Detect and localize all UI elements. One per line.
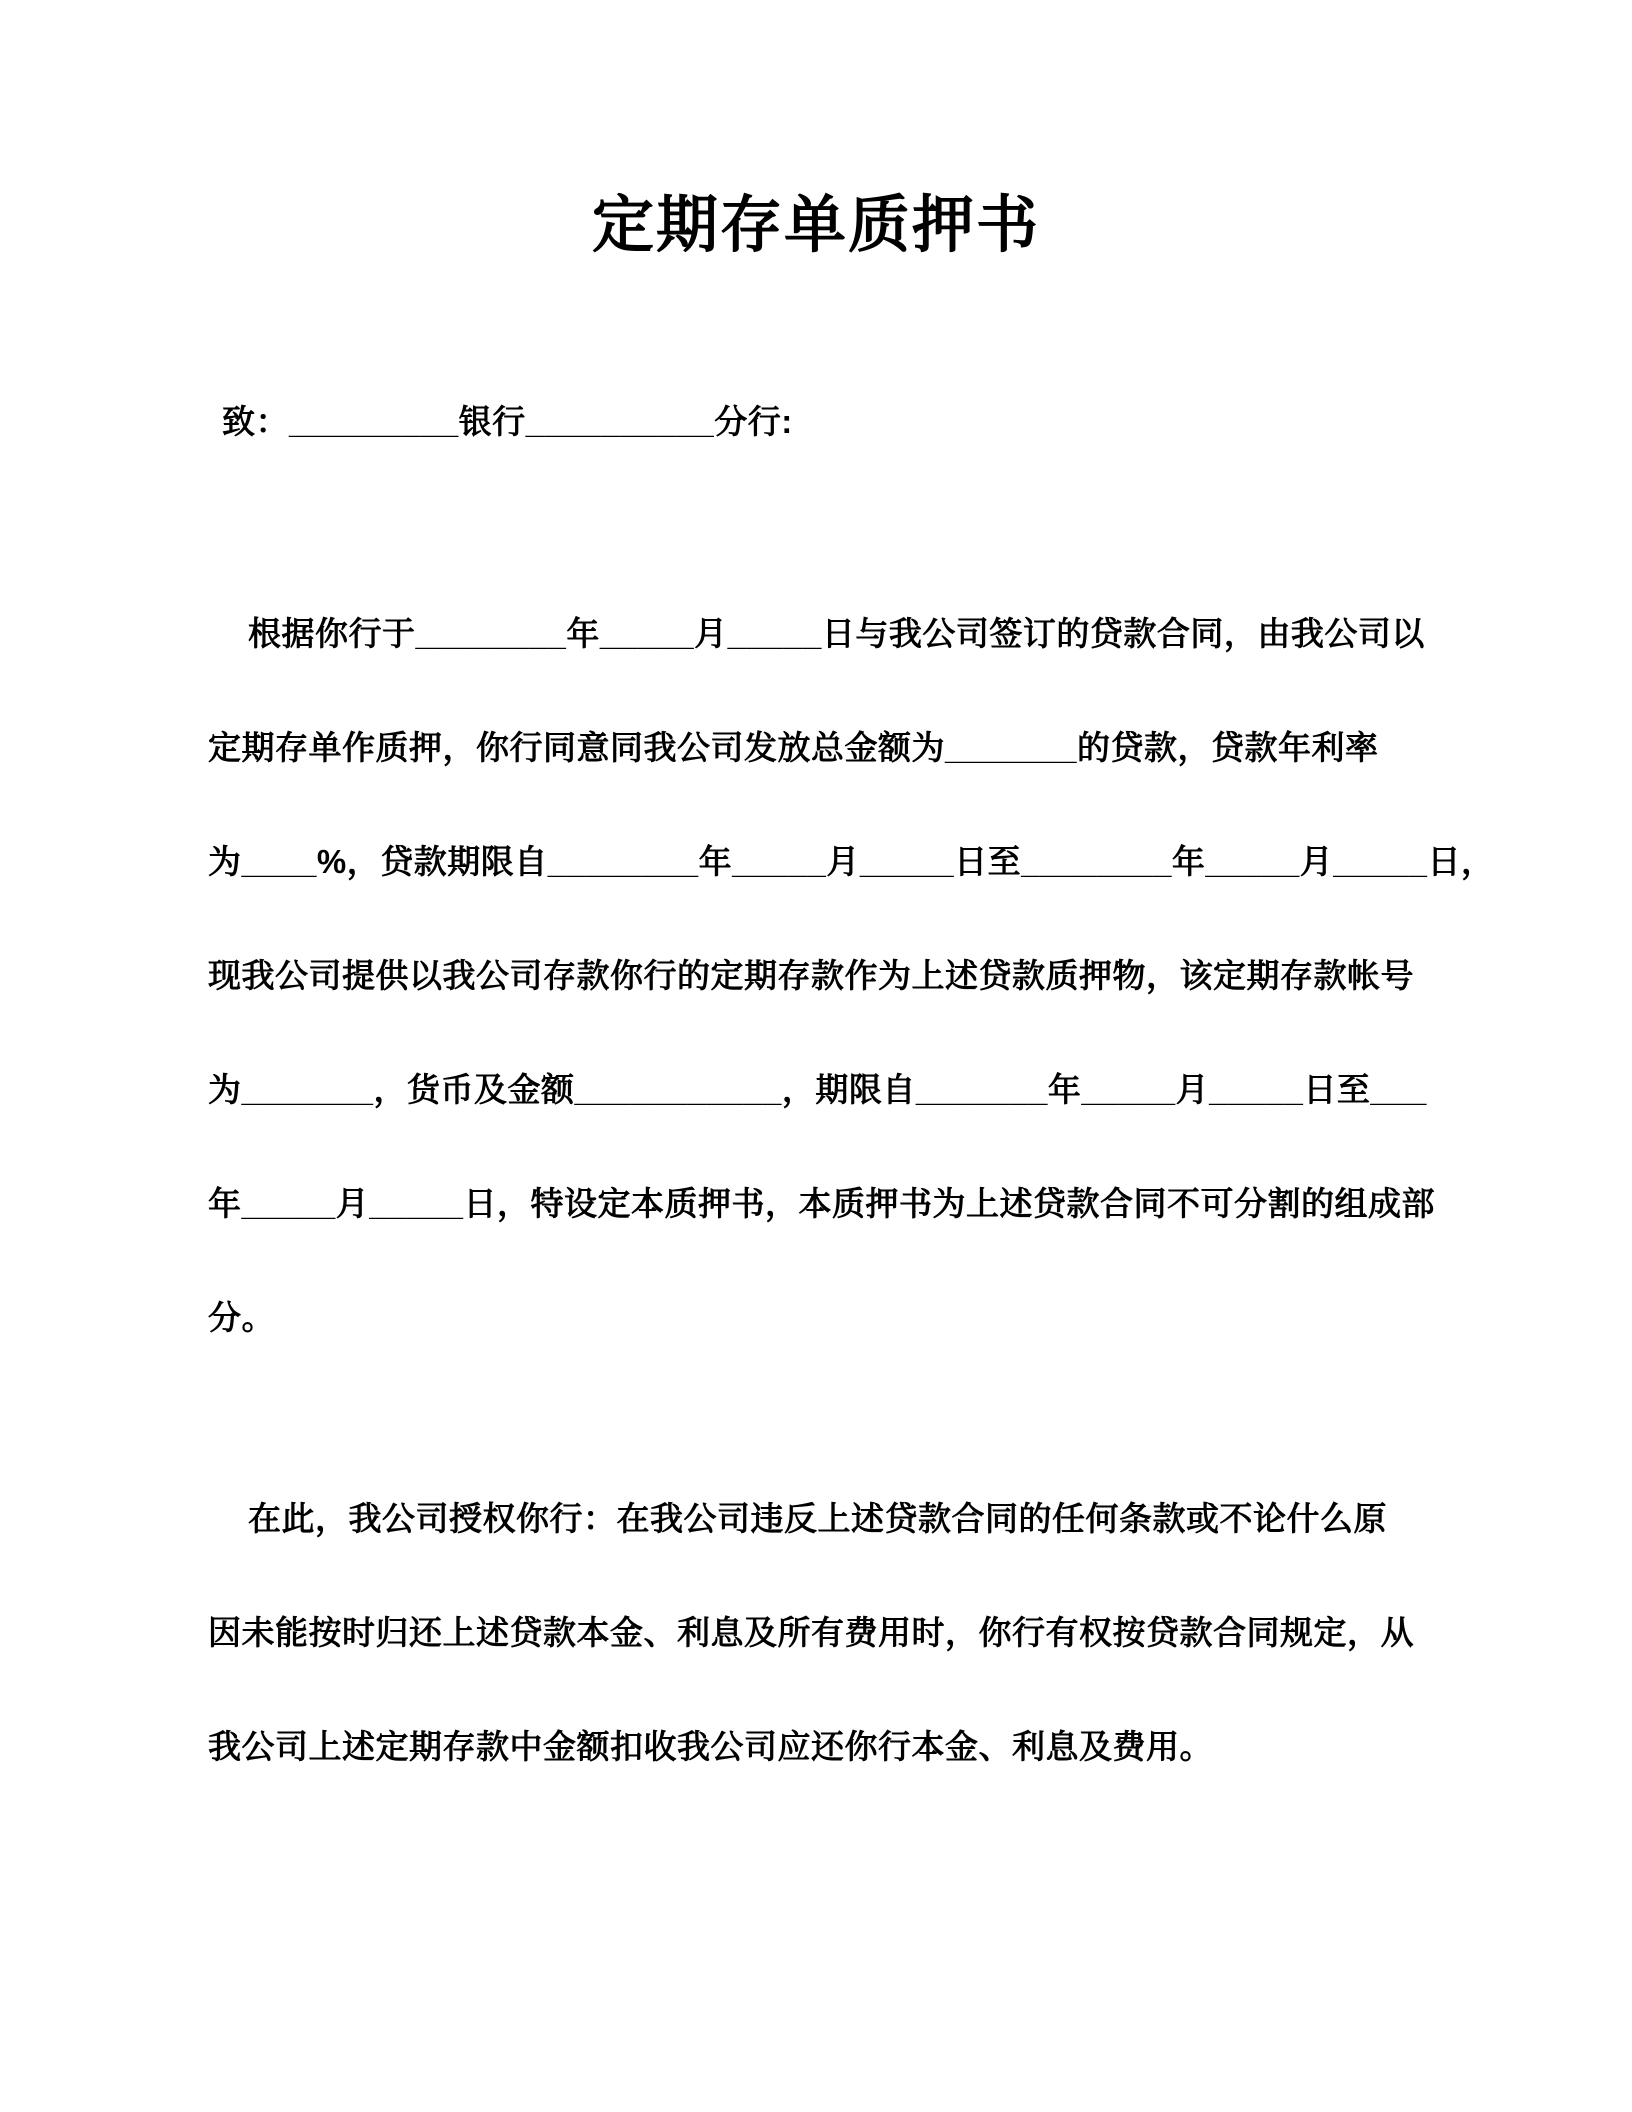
paragraph1-line: 根据你行于________年_____月_____日与我公司签订的贷款合同，由我公司以 (248, 615, 1425, 652)
paragraph1-line: 为____%，贷款期限自________年_____月_____日至________年_____月_____日， (208, 843, 1495, 880)
paragraph1-line: 为_______，货币及金额___________，期限自_______年_____月_____日至___ (208, 1071, 1427, 1108)
paragraph1-line: 年_____月_____日，特设定本质押书，本质押书为上述贷款合同不可分割的组成部 (208, 1185, 1436, 1222)
paragraph2-line: 在此，我公司授权你行：在我公司违反上述贷款合同的任何条款或不论什么原 (248, 1500, 1387, 1537)
salutation-line: 致：_________银行__________分行: (222, 403, 793, 440)
paragraph1-line: 分。 (208, 1299, 275, 1336)
paragraph1-line: 现我公司提供以我公司存款你行的定期存款作为上述贷款质押物，该定期存款帐号 (208, 957, 1414, 994)
paragraph2-line: 因未能按时归还上述贷款本金、利息及所有费用时，你行有权按贷款合同规定，从 (208, 1614, 1414, 1651)
paragraph2-line: 我公司上述定期存款中金额扣收我公司应还你行本金、利息及费用。 (208, 1728, 1213, 1765)
paragraph1-line: 定期存单作质押，你行同意同我公司发放总金额为_______的贷款，贷款年利率 (208, 729, 1379, 766)
document-title: 定期存单质押书 (591, 191, 1040, 260)
